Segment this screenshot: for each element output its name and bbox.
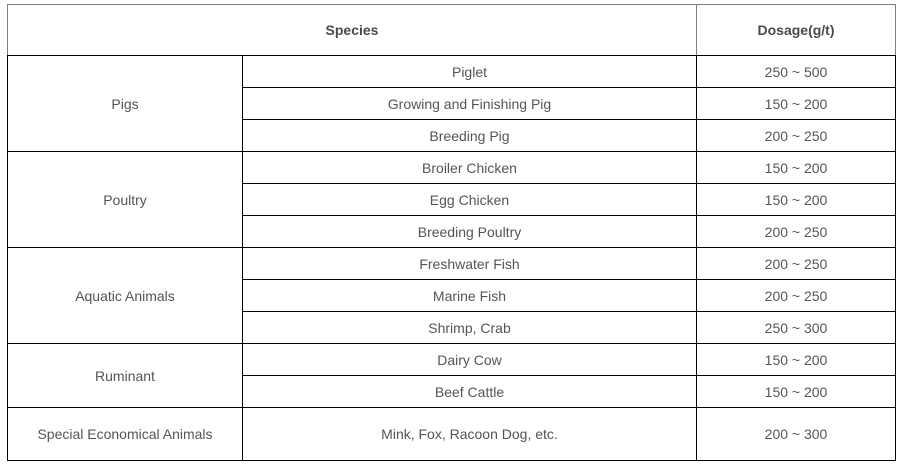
table-row [8, 408, 896, 461]
species-cell: Breeding Pig [243, 120, 697, 152]
species-cell: Marine Fish [243, 280, 697, 312]
group-cell-poultry: Poultry [8, 152, 243, 248]
species-cell: Piglet [243, 56, 697, 88]
species-cell: Dairy Cow [243, 344, 697, 376]
column-header-dosage: Dosage(g/t) [697, 5, 896, 56]
species-cell: Egg Chicken [243, 184, 697, 216]
table-row [8, 56, 896, 88]
dosage-cell: 200 ~ 250 [697, 216, 896, 248]
dosage-cell: 150 ~ 200 [697, 88, 896, 120]
species-cell: Broiler Chicken [243, 152, 697, 184]
table-row [8, 344, 896, 376]
species-cell: Shrimp, Crab [243, 312, 697, 344]
dosage-table [7, 4, 896, 461]
group-cell-special-economical-animals: Special Economical Animals [8, 408, 243, 461]
dosage-cell: 250 ~ 500 [697, 56, 896, 88]
dosage-cell: 150 ~ 200 [697, 376, 896, 408]
header-row [8, 5, 896, 56]
dosage-cell: 250 ~ 300 [697, 312, 896, 344]
species-cell: Mink, Fox, Racoon Dog, etc. [243, 408, 697, 461]
table-row [8, 248, 896, 280]
dosage-cell: 150 ~ 200 [697, 152, 896, 184]
species-cell: Beef Cattle [243, 376, 697, 408]
dosage-cell: 200 ~ 250 [697, 120, 896, 152]
group-cell-ruminant: Ruminant [8, 344, 243, 408]
group-cell-pigs: Pigs [8, 56, 243, 152]
column-header-species: Species [8, 5, 697, 56]
dosage-cell: 200 ~ 250 [697, 280, 896, 312]
dosage-cell: 200 ~ 250 [697, 248, 896, 280]
dosage-cell: 150 ~ 200 [697, 184, 896, 216]
species-cell: Freshwater Fish [243, 248, 697, 280]
species-cell: Growing and Finishing Pig [243, 88, 697, 120]
dosage-cell: 150 ~ 200 [697, 344, 896, 376]
dosage-cell: 200 ~ 300 [697, 408, 896, 461]
species-cell: Breeding Poultry [243, 216, 697, 248]
group-cell-aquatic-animals: Aquatic Animals [8, 248, 243, 344]
table-row [8, 152, 896, 184]
